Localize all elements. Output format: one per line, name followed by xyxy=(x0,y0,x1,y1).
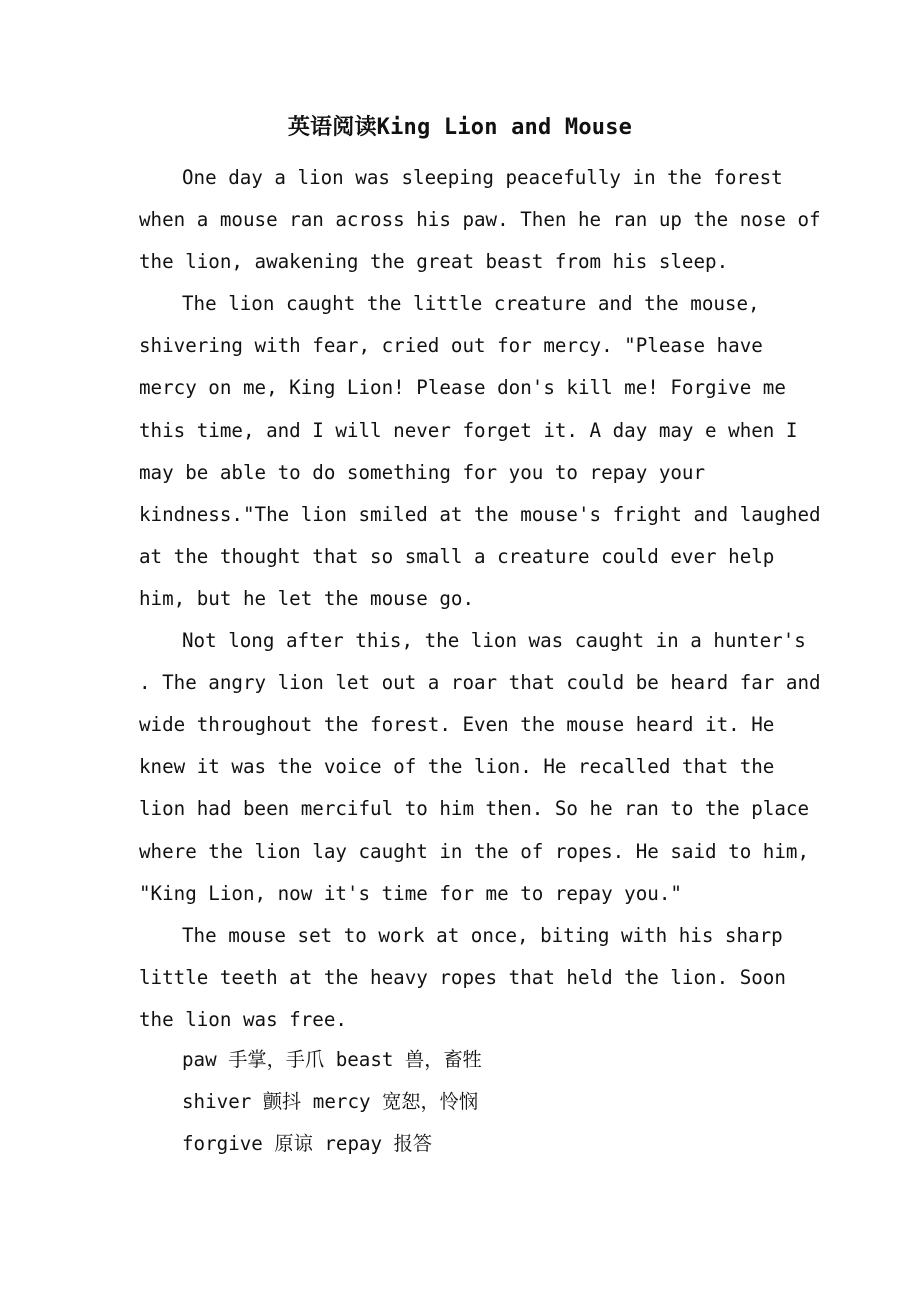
text-line: knew it was the voice of the lion. He recalled that the xyxy=(139,755,775,779)
text-line: mercy on me, King Lion! Please don's kill me! Forgive me xyxy=(139,376,786,400)
text-line: when a mouse ran across his paw. Then he ran up the nose of xyxy=(139,208,821,232)
text-line: shivering with fear, cried out for mercy. "Please have xyxy=(139,334,763,358)
text-line: him, but he let the mouse go. xyxy=(139,586,475,610)
paragraph-1 xyxy=(139,157,821,283)
vocabulary-line: shiver 颤抖 mercy 宽恕，怜悯 xyxy=(182,1090,479,1113)
vocabulary-list xyxy=(182,1039,482,1165)
text-line: The lion caught the little creature and the mouse, xyxy=(182,292,760,316)
vocabulary-line: paw 手掌，手爪 beast 兽，畜牲 xyxy=(182,1048,482,1071)
text-line: . The angry lion let out a roar that could be heard far and xyxy=(139,671,821,695)
text-line: The mouse set to work at once, biting with his sharp xyxy=(182,923,783,947)
text-line: little teeth at the heavy ropes that held the lion. Soon xyxy=(139,965,786,989)
text-line: lion had been merciful to him then. So he ran to the place xyxy=(139,797,810,821)
story-body xyxy=(139,157,821,1041)
text-line: wide throughout the forest. Even the mouse heard it. He xyxy=(139,713,775,737)
paragraph-3 xyxy=(139,620,821,915)
text-line: the lion was free. xyxy=(139,1007,347,1031)
text-line: this time, and I will never forget it. A day may e when I xyxy=(139,418,798,442)
text-line: where the lion lay caught in the of ropes. He said to him, xyxy=(139,839,810,863)
text-line: Not long after this, the lion was caught in a hunter's xyxy=(182,629,806,653)
text-line: the lion, awakening the great beast from his sleep. xyxy=(139,250,729,274)
vocabulary-line: forgive 原谅 repay 报答 xyxy=(182,1132,433,1155)
text-line: One day a lion was sleeping peacefully in the forest xyxy=(182,166,783,189)
text-line: kindness."The lion smiled at the mouse's fright and laughed xyxy=(139,502,821,526)
text-line: at the thought that so small a creature could ever help xyxy=(139,544,775,568)
text-line: may be able to do something for you to repay your xyxy=(139,460,706,484)
paragraph-2 xyxy=(139,283,821,620)
text-line: "King Lion, now it's time for me to repay you." xyxy=(139,881,682,905)
paragraph-4 xyxy=(139,915,786,1041)
document-title: 英语阅读King Lion and Mouse xyxy=(287,115,633,140)
